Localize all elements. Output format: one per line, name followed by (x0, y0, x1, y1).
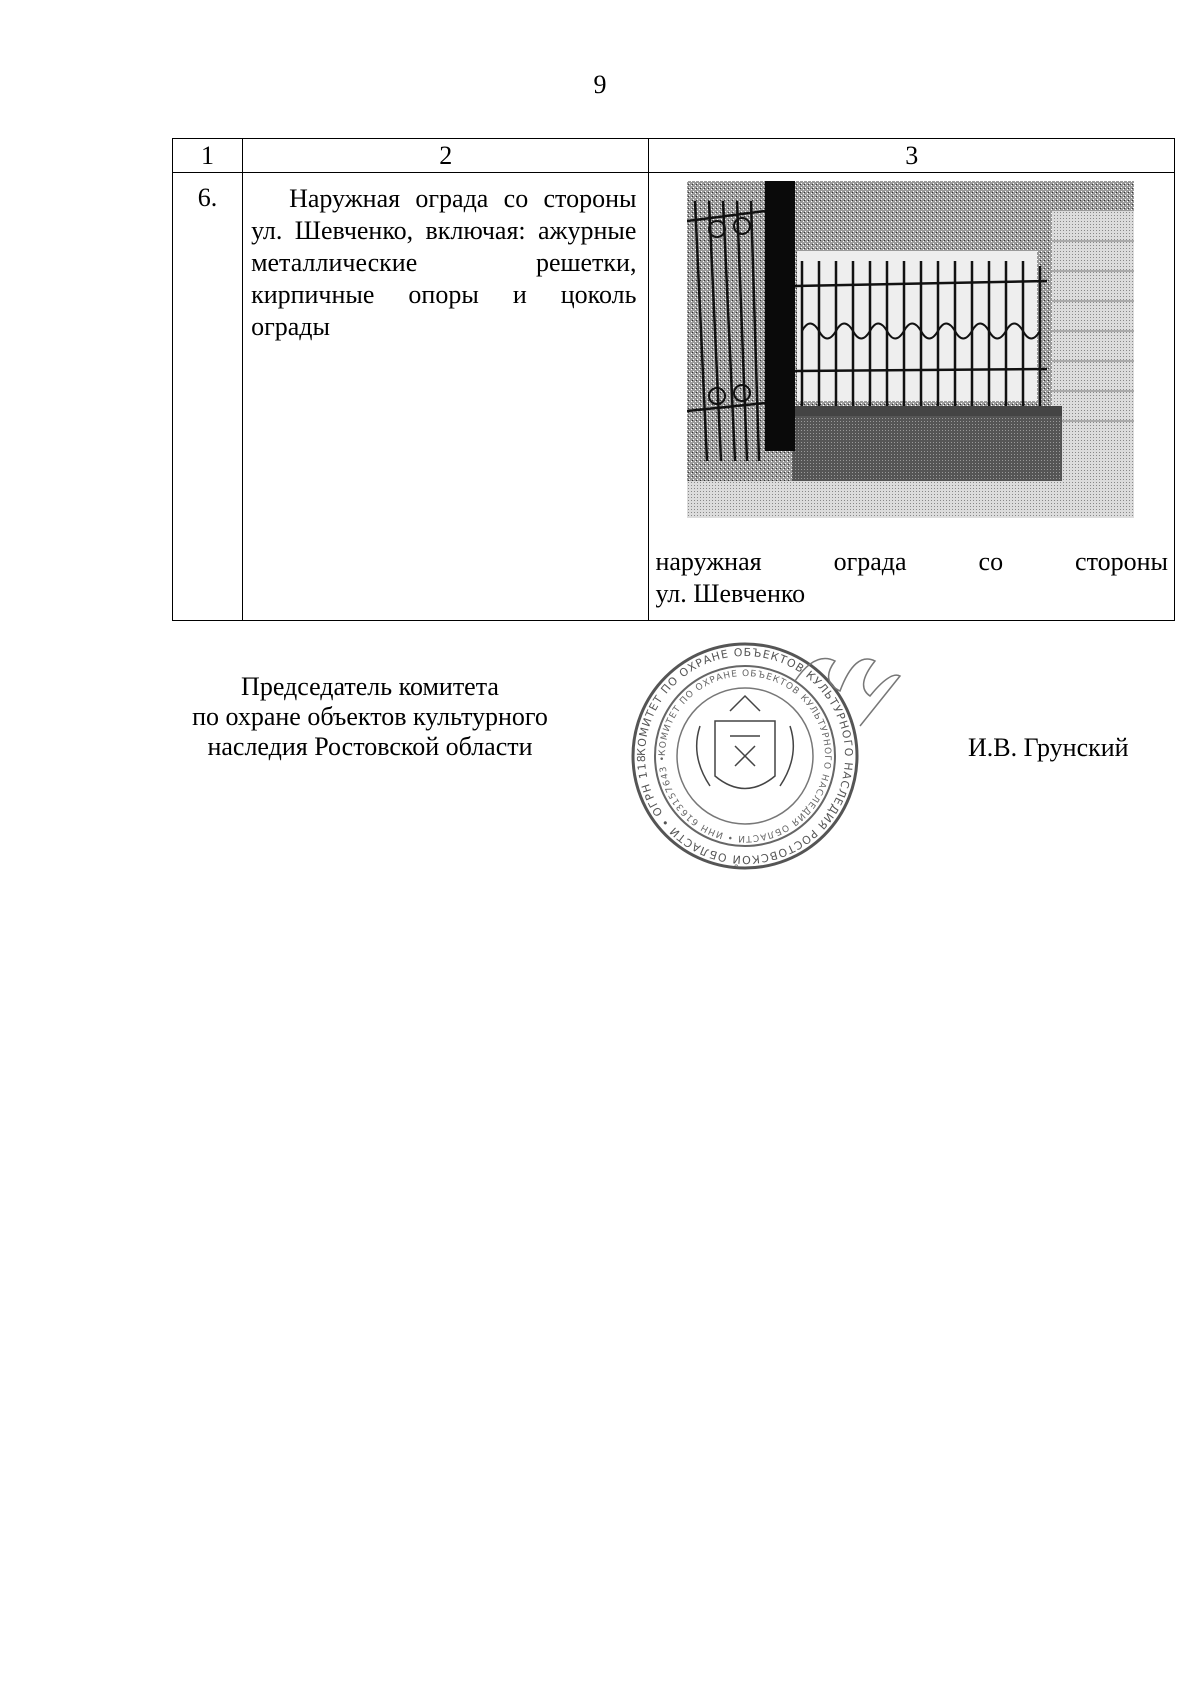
photo-cell (649, 173, 1175, 621)
caption-word-4: стороны (1075, 547, 1168, 576)
svg-text:КОМИТЕТ ПО ОХРАНЕ ОБЪЕКТОВ КУЛ: КОМИТЕТ ПО ОХРАНЕ ОБЪЕКТОВ КУЛЬТУРНОГО НАСЛЕДИЯ ОБЛАСТИ • ИНН 6163157643 • (657, 668, 833, 844)
photo-caption (655, 546, 1168, 610)
table-row (173, 173, 1175, 621)
description-cell (243, 173, 649, 621)
header-cell-3: 3 (649, 139, 1175, 173)
table-header-row (173, 139, 1175, 173)
objects-table (172, 138, 1175, 621)
position-line-3: наследия Ростовской области (207, 732, 533, 761)
page-number: 9 (593, 70, 607, 99)
header-cell-2: 2 (243, 139, 649, 173)
caption-word-2: ограда (833, 547, 907, 576)
position-line-1: Председатель комитета (241, 672, 499, 701)
caption-line-2: ул. Шевченко (655, 579, 806, 608)
position-line-2: по охране объектов культурного (192, 702, 548, 731)
svg-text:КОМИТЕТ ПО ОХРАНЕ ОБЪЕКТОВ КУЛ: КОМИТЕТ ПО ОХРАНЕ ОБЪЕКТОВ КУЛЬТУРНОГО НАСЛЕДИЯ РОСТОВСКОЙ ОБЛАСТИ • ОГРН 118 (634, 645, 856, 867)
header-cell-1: 1 (173, 139, 243, 173)
fence-photo (687, 181, 1134, 518)
signer-name: И.В. Грунский (968, 733, 1129, 762)
official-stamp (620, 626, 920, 886)
caption-word-1: наружная (655, 547, 762, 576)
signer-position (150, 672, 590, 762)
caption-word-3: со (978, 547, 1004, 576)
row-description: Наружная ограда со стороны ул. Шевченко, включая: ажурные металлические решетки, кирпичные опоры и цоколь ограды (251, 184, 637, 341)
row-number: 6. (173, 173, 243, 621)
